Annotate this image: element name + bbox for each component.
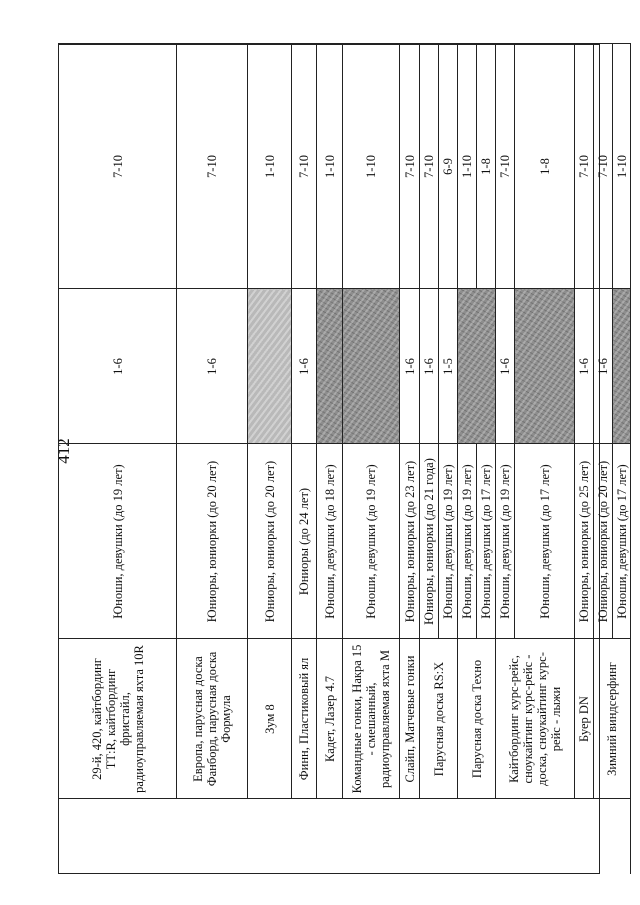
- range2-cell: 6-9: [439, 44, 458, 289]
- range2-cell: 1-10: [458, 44, 477, 289]
- age-group-cell: Юниоры, юниорки (до 21 года): [420, 444, 439, 639]
- discipline-cell: Парусная доска Техно: [458, 639, 496, 799]
- age-group-cell: Юноши, девушки (до 17 лет): [515, 444, 575, 639]
- range1-cell: 1-6: [177, 289, 248, 444]
- discipline-cell: Буер DN: [575, 639, 594, 799]
- range2-cell: 1-8: [477, 44, 496, 289]
- discipline-cell: Кадет, Лазер 4.7: [317, 639, 343, 799]
- table-row: [458, 44, 477, 874]
- discipline-cell: Слайп, Матчевые гонки: [400, 639, 420, 799]
- range1-cell: 1-6: [594, 289, 613, 444]
- discipline-cell: Зум 8: [248, 639, 292, 799]
- age-group-cell: Юноши, девушки (до 19 лет): [496, 444, 515, 639]
- age-group-cell: Юниоры, юниорки (до 20 лет): [177, 444, 248, 639]
- discipline-cell: Парусная доска RS:X: [420, 639, 458, 799]
- qualification-table: [58, 44, 631, 875]
- range1-cell-shaded: [317, 289, 343, 444]
- discipline-cell: Зимний виндсерфинг: [594, 639, 631, 799]
- table-row: [248, 44, 292, 874]
- range2-cell: 7-10: [496, 44, 515, 289]
- table-row: [594, 44, 613, 874]
- range2-cell: 7-10: [420, 44, 439, 289]
- age-group-cell: Юниоры, юниорки (до 23 лет): [400, 444, 420, 639]
- table-row: [400, 44, 420, 874]
- age-group-cell: Юноши, девушки (до 17 лет): [613, 444, 631, 639]
- range2-cell: 7-10: [59, 44, 177, 289]
- range2-cell: 1-8: [515, 44, 575, 289]
- age-group-cell: Юниоры, юниорки (до 25 лет): [575, 444, 594, 639]
- range1-cell-shaded: [343, 289, 400, 444]
- range1-cell: 1-5: [439, 289, 458, 444]
- range1-cell: 1-6: [575, 289, 594, 444]
- range2-cell: 1-10: [343, 44, 400, 289]
- age-group-cell: Юноши, девушки (до 19 лет): [59, 444, 177, 639]
- table-row: [317, 44, 343, 874]
- discipline-cell: Европа, парусная доска Фанборд, парусная доска Формула: [177, 639, 248, 799]
- range1-cell-shaded: [613, 289, 631, 444]
- range1-cell: 1-6: [400, 289, 420, 444]
- age-group-cell: Юниоры (до 24 лет): [292, 444, 317, 639]
- range2-cell: 7-10: [292, 44, 317, 289]
- range2-cell: 7-10: [575, 44, 594, 289]
- age-group-cell: Юноши, девушки (до 19 лет): [439, 444, 458, 639]
- discipline-cell: Кайтбординг курс-рейс, сноукайтинг курс-рейс - доска, сноукайтинг курс-рейс - лыжи: [496, 639, 575, 799]
- age-group-cell: Юноши, девушки (до 19 лет): [343, 444, 400, 639]
- blank-column: [59, 799, 631, 874]
- range2-cell: 7-10: [400, 44, 420, 289]
- page-number: 412: [54, 438, 73, 464]
- range1-cell: 1-6: [292, 289, 317, 444]
- table-row: [177, 44, 248, 874]
- table-row: [292, 44, 317, 874]
- range2-cell: 1-10: [248, 44, 292, 289]
- age-group-cell: Юниоры, юниорки (до 20 лет): [594, 444, 613, 639]
- table-row: [343, 44, 400, 874]
- rotated-table-wrapper: [58, 44, 629, 874]
- discipline-cell: Финн, Пластиковый ял: [292, 639, 317, 799]
- table-row: [59, 44, 177, 874]
- range2-cell: 1-10: [317, 44, 343, 289]
- age-group-cell: Юноши, девушки (до 18 лет): [317, 444, 343, 639]
- range1-cell: 1-6: [420, 289, 439, 444]
- range1-cell-shaded: [458, 289, 496, 444]
- discipline-cell: 29-й, 420, кайтбординг ТТ:R, кайтбординг фристайл, радиоуправляемая яхта 10R: [59, 639, 177, 799]
- range1-cell-shaded: [248, 289, 292, 444]
- age-group-cell: Юниоры, юниорки (до 20 лет): [248, 444, 292, 639]
- age-group-cell: Юноши, девушки (до 17 лет): [477, 444, 496, 639]
- range2-cell: 1-10: [613, 44, 631, 289]
- discipline-cell: Командные гонки, Накра 15 - смешанный, радиоуправляемая яхта М: [343, 639, 400, 799]
- range2-cell: 7-10: [177, 44, 248, 289]
- table-row: [496, 44, 515, 874]
- table-row: [575, 44, 594, 874]
- range1-cell: 1-6: [59, 289, 177, 444]
- range1-cell: 1-6: [496, 289, 515, 444]
- age-group-cell: Юноши, девушки (до 19 лет): [458, 444, 477, 639]
- range2-cell: 7-10: [594, 44, 613, 289]
- range1-cell-shaded: [515, 289, 575, 444]
- table-row: [420, 44, 439, 874]
